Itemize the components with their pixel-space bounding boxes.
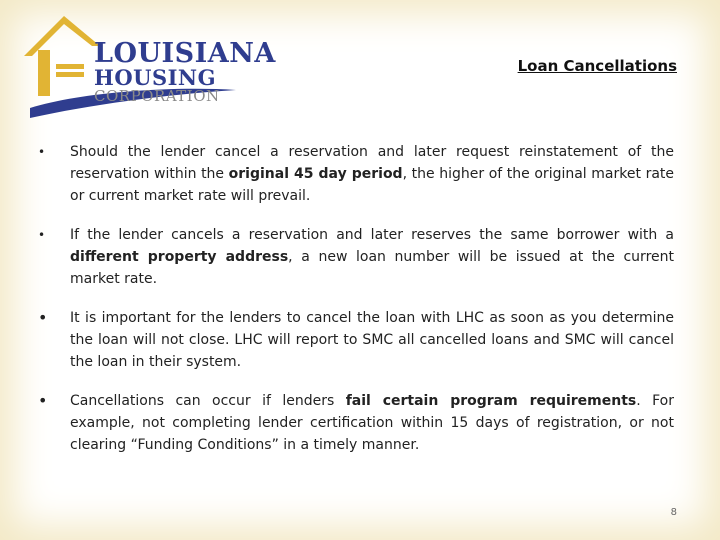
logo-line-2: HOUSING [94, 65, 217, 90]
bullet-text-post: . For example, not completing lender certification within 15 days of registration, or not clearing “Funding Conditions” in a timely manner. [70, 393, 675, 453]
bullet-mark: • [38, 228, 46, 242]
bullet-item [38, 224, 674, 290]
bullet-text-bold: original 45 day period [228, 166, 403, 182]
logo-line-1: LOUISIANA [94, 38, 276, 69]
logo-line-3: CORPORATION [94, 87, 220, 105]
bullet-item [38, 141, 674, 207]
bullet-text-post: , the higher of the original market rate or current market rate will prevail. [70, 166, 675, 204]
bullet-list [38, 141, 674, 473]
bullet-text-pre: Should the lender cancel a reservation and later request reinstatement of the reservation within the [70, 144, 674, 182]
bullet-text-pre: Cancellations can occur if lenders [70, 393, 346, 409]
bullet-text-bold: different property address [70, 249, 289, 265]
page-number: 8 [670, 507, 677, 518]
bullet-text-pre: It is important for the lenders to cancel the loan with LHC as soon as you determine the loan will not close. LHC will report to SMC all cancelled loans and SMC will cancel the loan in their system. [70, 310, 674, 370]
bullet-item [38, 390, 674, 456]
bullet-item [38, 307, 674, 373]
bullet-mark: • [38, 391, 48, 410]
bullet-text-pre: If the lender cancels a reservation and later reserves the same borrower with a [70, 227, 674, 243]
slide-title: Loan Cancellations [517, 57, 677, 75]
bullet-mark: • [38, 145, 46, 159]
louisiana-housing-logo [22, 14, 276, 122]
bullet-text-bold: fail certain program requirements [345, 393, 637, 409]
bullet-mark: • [38, 308, 48, 327]
bullet-text-post: , a new loan number will be issued at the current market rate. [70, 249, 674, 287]
